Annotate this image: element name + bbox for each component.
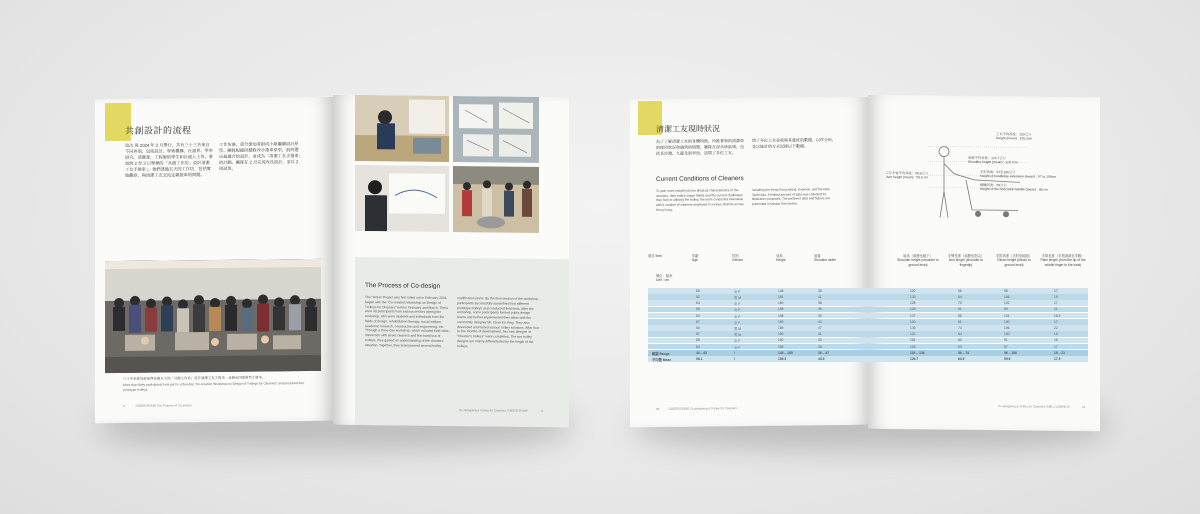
header-gender-zh: 性別	[732, 254, 739, 258]
cell-arm: 61	[958, 319, 962, 324]
cell-age: 57	[696, 332, 700, 337]
body-col-1: The "Action Project was first rolled out in February 2024, began with the "Co-creation Workshop on Design of Trolleys for Cleaners" held in February and March. There were 33 participants from various sectors joining the workshop, who were students and individuals from the fields of design, rehabilitation therapy, social welfare, academic research, construction and engineering, etc. Through a three-day workshop, which included field visits, interaction with street cleaners and first hand use of trolleys, they gained an understanding of the cleaners' situation. Together, they brainstormed several trolley	[365, 295, 450, 348]
header-elbow-height	[992, 254, 1036, 267]
cell-palm: 21	[1054, 307, 1058, 312]
cell-height: 145 – 165	[778, 350, 793, 355]
header-arm-length	[944, 254, 988, 267]
workshop-photo-4-image	[453, 166, 539, 233]
mean-row	[648, 356, 1088, 362]
cell-height: 145	[778, 288, 784, 293]
cell-sh_h: 118	[910, 338, 916, 343]
page-number: 21	[1082, 405, 1086, 410]
cell-elbow: 102	[1004, 301, 1010, 306]
cell-gender: 男 M	[734, 295, 741, 300]
cell-palm: 22	[1054, 325, 1058, 330]
cell-palm: 19	[1054, 294, 1058, 299]
header-shoulder-height-en: Shoulder height (shoulder to ground level)	[897, 258, 939, 267]
unit-label-zh: 單位：厘米	[656, 274, 673, 278]
cell-sh_h: 118 – 136	[910, 350, 925, 355]
left-spread-right-page	[333, 95, 569, 427]
cell-elbow: 97	[1004, 344, 1008, 349]
label-arm	[872, 171, 928, 180]
unit-label	[656, 274, 696, 283]
header-item-zh: 項目	[648, 254, 655, 258]
header-shoulder-height	[896, 254, 940, 267]
cell-elbow: 101	[1004, 313, 1010, 318]
cell-arm: 70	[958, 301, 962, 306]
cell-sh_h: 120	[910, 288, 916, 293]
cell-sh_h: 130	[910, 319, 916, 324]
cell-arm: 58	[958, 313, 962, 318]
group-photo-image	[105, 259, 321, 373]
cell-shoulder: 43.5	[818, 356, 825, 361]
cell-height: 155.3	[778, 356, 787, 361]
cell-height: 165	[778, 325, 784, 330]
cell-shoulder: 38	[818, 344, 822, 349]
cell-sh_h: 128	[910, 344, 916, 349]
label-shoulder-zh: 肩膀平均高度：124.7公分	[968, 155, 1006, 161]
cell-gender: 女 F	[734, 302, 741, 307]
label-handlebar-en: Height of handlebar extension (mean) : 97 to 106cm	[980, 174, 1057, 180]
cell-age: 57	[696, 319, 700, 324]
cell-height: 158	[778, 313, 784, 318]
header-gender	[732, 254, 762, 263]
page-footer: 共創設計的流程 The Process of Co-design	[135, 403, 192, 408]
cell-shoulder: 41	[818, 332, 822, 337]
cell-gender: 男 M	[734, 326, 741, 331]
cell-age: 68	[696, 338, 700, 343]
label-arm-zh: 工友手臂平均高度：58.6公分	[885, 170, 928, 176]
cell-age: 63	[696, 313, 700, 318]
cell-shoulder: 47	[818, 325, 822, 330]
label-height	[996, 132, 1086, 142]
cell-age: 52	[696, 294, 700, 299]
cell-sh_h: 127	[910, 313, 916, 318]
cell-sh_h: 122	[910, 332, 916, 337]
row-label: 平均數 Mean	[652, 357, 672, 362]
workshop-photo-2-image	[453, 96, 539, 163]
cell-arm: 56 – 74	[958, 350, 969, 355]
cell-palm: 17	[1054, 344, 1058, 349]
page-footer: Co-designing a Trolley for Cleaners 共創設計的流程	[459, 408, 528, 413]
row-label: 範圍 Range	[652, 351, 670, 356]
cell-arm: 64	[958, 294, 962, 299]
label-handlebar	[980, 170, 1090, 180]
header-gender-en: Gender	[732, 258, 743, 263]
workshop-photo-3	[355, 165, 449, 232]
header-age	[692, 254, 722, 263]
cell-elbow: 91	[1004, 338, 1008, 343]
cell-palm: 18	[1054, 332, 1058, 337]
table-row	[648, 325, 1088, 331]
header-height	[776, 254, 806, 263]
body-zh-col-1: 為了了解清潔工友的身體特徵、所推著和的清潔車的使用狀況和遇到的問題，團隊在深水埗區域，包括長沙灣、九龍及新界西，訪問了多位工友，	[656, 138, 744, 156]
cell-elbow: 96 – 106	[1004, 350, 1017, 355]
cell-gender: /	[734, 350, 735, 355]
cell-age: 64	[696, 301, 700, 306]
body-col-1: 這次 與 2024 年 2 月舉行，共有三十三名來自不同界別，包括設計、學術機構、社福界、學界研究、清潔業，工程師的學生和社福人士等，參加跨 2 至 3 日舉辦的「共創工作坊」設計清潔工友手推車」。他們透過五天的工作坊，包括實地觀察、與清潔工友交流定義推車的問題。	[125, 142, 213, 179]
unit-label-en: Unit : cm	[656, 278, 670, 283]
label-horizontal-handle-en: Height of the horizontal handle (mean) : 86 cm	[980, 187, 1048, 192]
body-en-col-1: To gain more insight into the physical characteristics of the cleaners, their trolley usage habits and the current challenges they face in utilising the trolley, the team conducted interviews with a number of cleaners employed in various districts across Hong Kong,	[656, 188, 744, 212]
table-row	[648, 319, 1088, 325]
cell-palm: 17	[1054, 288, 1058, 293]
cell-arm: 56	[958, 288, 962, 293]
cell-palm: 17	[1054, 319, 1058, 324]
cell-height: 161	[778, 294, 784, 299]
cell-arm: 64	[958, 332, 962, 337]
header-elbow-height-zh: 手肘高度（手肘至地面）	[995, 254, 1033, 258]
cell-arm: 74	[958, 325, 962, 330]
page-title: 清潔工友現時狀況	[656, 124, 720, 134]
header-arm-length-zh: 手臂長度（肩膀至指尖）	[947, 254, 985, 258]
cell-elbow: 99.6	[1004, 356, 1011, 361]
cell-height: 156	[778, 344, 784, 349]
section-title: The Process of Co-design	[365, 282, 441, 290]
label-shoulder	[968, 156, 1078, 166]
header-shoulder-width-zh: 肩寬	[814, 254, 821, 258]
cell-gender: 女 F	[734, 339, 741, 344]
header-arm-length-en: Arm length (shoulder to fingertip)	[948, 258, 984, 267]
page-number: 20	[656, 406, 660, 411]
photo-caption: 三十多名參加者參與為期五天的「共創工作坊」設計清潔工友手推車，並製成四部原型手推車。	[123, 375, 266, 381]
page-number: 9	[541, 408, 543, 413]
cell-sh_h: 136	[910, 325, 916, 330]
cell-gender: 女 F	[734, 320, 741, 325]
table-row	[648, 331, 1088, 337]
cell-height: 158	[778, 307, 784, 312]
cell-elbow: 100	[1004, 332, 1010, 337]
cell-elbow: 106	[1004, 294, 1010, 299]
table-row	[648, 307, 1088, 313]
header-palm-length-en: Palm length (from the tip of the middle finger to the wrist)	[1040, 258, 1086, 267]
cell-height: 150	[778, 332, 784, 337]
cell-height: 150	[778, 319, 784, 324]
cell-shoulder: 41	[818, 294, 822, 299]
cell-shoulder: 36	[818, 288, 822, 293]
cell-elbow: 106	[1004, 325, 1010, 330]
body-zh-col-2: 問了多位工友並收集其量度的數據，以作分析，並以統計的方式記錄以下數據。	[752, 137, 836, 149]
workshop-photo-1	[355, 95, 449, 162]
label-height-zh: 工友平均高度：150公分	[996, 132, 1032, 137]
label-arm-en: Arm height (mean) : 59.6 cm	[886, 175, 928, 180]
workshop-photo-4	[453, 166, 539, 233]
label-horizontal-handle-zh: 橫欄高度：86公分	[980, 182, 1007, 188]
body-col-2: 工作坊後，部分參加者組成小組繼續設計原型。團隊根據回饋修改手推車原型，最終選出最適合的設計，並成為「清潔工友手推車」的計劃。團隊在 2 月完成改良設計，並以 2 周試用。	[219, 141, 301, 172]
header-height-en: Height	[776, 258, 786, 263]
header-item-en: Item	[655, 254, 662, 258]
label-handlebar-zh: 手把高度：97至106公分	[980, 169, 1016, 175]
cell-sh_h: 128	[910, 301, 916, 306]
cell-age: 44 – 63	[696, 350, 707, 355]
left-spread-left-page	[95, 97, 333, 423]
table-row	[648, 313, 1088, 319]
cell-height: 150	[778, 338, 784, 343]
table-row	[648, 300, 1088, 306]
label-height-en: Height (mean) : 155.3cm	[996, 136, 1033, 141]
cell-gender: 男 M	[734, 333, 741, 338]
workshop-photo-3-image	[355, 165, 449, 232]
cell-arm: 63.9	[958, 356, 965, 361]
cell-shoulder: 39	[818, 313, 822, 318]
page-number: 8	[123, 403, 125, 408]
table-row	[648, 344, 1088, 350]
header-age-zh: 年齡	[692, 254, 699, 258]
cell-palm: 17	[1054, 301, 1058, 306]
cell-shoulder: 40	[818, 338, 822, 343]
header-item	[648, 254, 678, 258]
cell-palm: 18	[1054, 338, 1058, 343]
cell-sh_h: 126.7	[910, 356, 919, 361]
range-row	[648, 350, 1088, 356]
header-age-en: Age	[692, 258, 698, 263]
cell-age: 60	[696, 325, 700, 330]
cell-arm: 61	[958, 307, 962, 312]
table-row	[648, 338, 1088, 344]
header-palm-length	[1038, 254, 1088, 267]
cell-height: 160	[778, 301, 784, 306]
page-footer: Co-designing a Trolley for Cleaners 清潔工友現時狀況	[998, 404, 1070, 409]
header-shoulder-width	[814, 254, 854, 263]
table-row	[648, 294, 1088, 300]
cell-palm: 15 – 21	[1054, 350, 1065, 355]
cell-elbow: 99	[1004, 307, 1008, 312]
cell-age: 56	[696, 307, 700, 312]
header-shoulder-width-en: Shoulder width	[814, 258, 836, 263]
photo-caption-en: More than thirty participants took part in a five-day "Co-creation Workshop on Design of Trolleys for Cleaners" and produced four prototype trolleys.	[123, 381, 305, 392]
cell-age: 58.1	[696, 356, 703, 361]
page-footer: 共創設計的流程 Co-designing a Trolley for Cleaners	[668, 406, 737, 411]
cell-gender: 女 F	[734, 345, 741, 350]
label-horizontal-handle	[980, 183, 1090, 193]
cell-gender: 女 F	[734, 308, 741, 313]
header-height-zh: 身高	[776, 254, 783, 258]
cell-arm: 60	[958, 338, 962, 343]
header-shoulder-height-zh: 肩高（肩膀至地下）	[903, 254, 933, 258]
cell-elbow: 100	[1004, 319, 1010, 324]
cell-shoulder: 38	[818, 301, 822, 306]
cell-gender: 女 F	[734, 314, 741, 319]
body-en-col-2: including the Hong Kong Island, Kowloon, and the New Territories. A limited amount of data was collected for illustration purposes. The pertinent data and figures are presented in tabular form below:	[752, 187, 831, 206]
cell-palm: 18.5	[1054, 313, 1061, 318]
cell-age: 65	[696, 288, 700, 293]
cell-shoulder: 44	[818, 319, 822, 324]
table-body	[648, 288, 1088, 378]
table-row	[648, 288, 1088, 294]
cell-sh_h: 133	[910, 294, 916, 299]
group-photo	[105, 259, 321, 373]
cell-age: 64	[696, 344, 700, 349]
cell-gender: 女 F	[734, 289, 741, 294]
cell-elbow: 95	[1004, 288, 1008, 293]
cell-palm: 17.9	[1054, 356, 1061, 361]
workshop-photo-1-image	[355, 95, 449, 162]
cell-arm: 63	[958, 344, 962, 349]
workshop-photo-2	[453, 96, 539, 163]
header-palm-length-zh: 手掌長度（手指頂部至手腕）	[1041, 254, 1085, 258]
page-title: 共創設計的流程	[125, 126, 192, 137]
cell-gender: /	[734, 356, 735, 361]
body-col-2: modification plans. By the final session of the workshop, participants successfully assembled four different prototype trolleys and conducted field tests. After the workshop, some participants formed public design teams and further implemented their ideas with the community designer Mr. Chan Ka Hing. They also developed and tested various trolley solutions. After four to five months of development, two new designs of "Cleaner's trolleys" were completed. The two trolley designs are mainly differentiated by the length of the trolleys.	[457, 296, 539, 348]
measurement-table	[648, 254, 1088, 378]
header-elbow-height-en: Elbow height (elbow to ground level)	[997, 258, 1031, 267]
label-shoulder-en: Shoulder height (mean) : 124.7cm	[968, 160, 1018, 165]
section-title: Current Conditions of Cleaners	[656, 175, 744, 183]
cell-sh_h: 125	[910, 307, 916, 312]
cell-shoulder: 36	[818, 307, 822, 312]
cell-shoulder: 36 – 47	[818, 350, 829, 355]
